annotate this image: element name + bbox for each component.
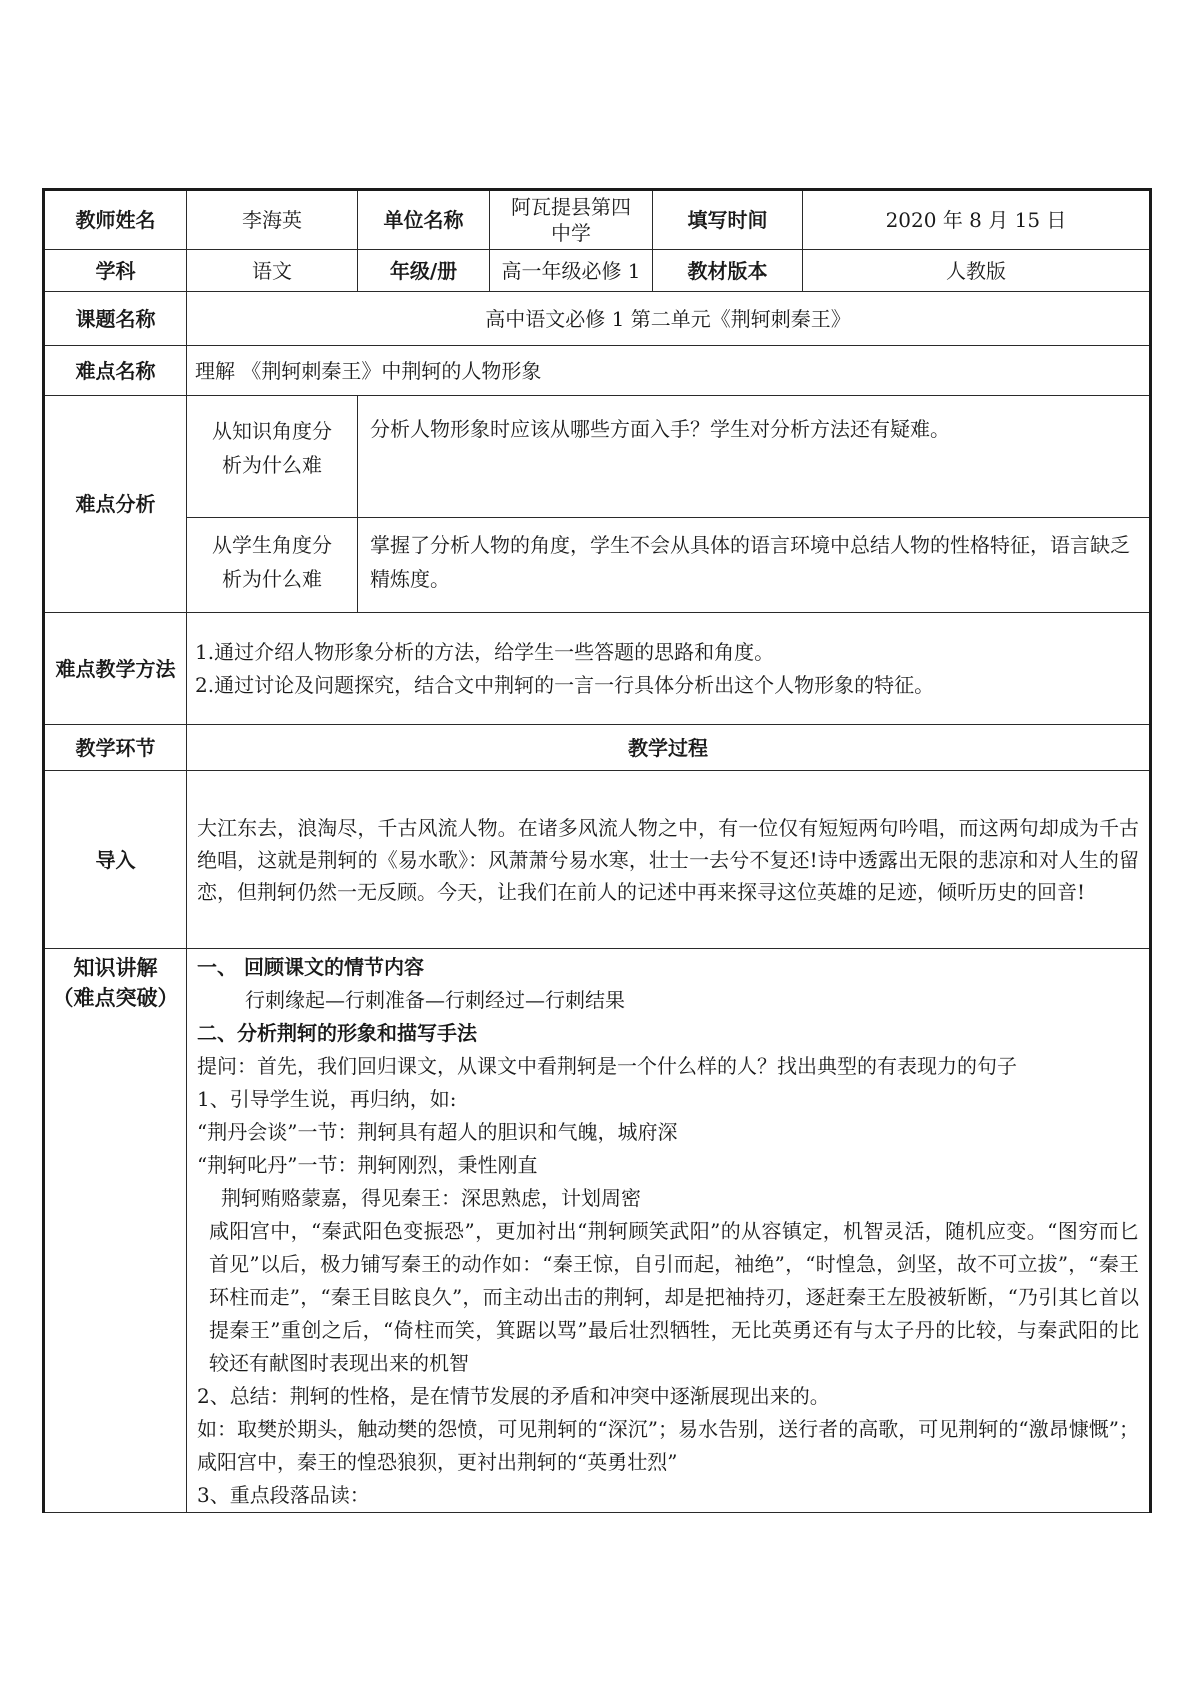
date-label: 填写时间 [653,190,803,250]
date-value: 2020 年 8 月 15 日 [803,190,1151,250]
lesson-sheet [42,188,1149,1528]
analysis-label: 难点分析 [44,396,187,613]
topic-value: 高中语文必修 1 第二单元《荆轲刺秦王》 [187,292,1151,346]
edition-label: 教材版本 [653,250,803,292]
knowledge-row [44,949,1151,1513]
teacher-value: 李海英 [187,190,358,250]
grade-value: 高一年级必修 1 [490,250,653,292]
process-header-row [44,725,1151,771]
subject-value: 语文 [187,250,358,292]
analysis-student-row [44,518,1151,613]
lesson-plan-table [42,188,1152,1513]
header-row-1 [44,190,1151,250]
knowledge-label-line-2: （难点突破） [52,986,179,1010]
question-text: 提问：首先，我们回归课文，从课文中看荆轲是一个什么样的人？找出典型的有表现力的句子 [197,1054,1017,1078]
header-row-2 [44,250,1151,292]
stage-header: 教学环节 [44,725,187,771]
plot-sequence: 行刺缘起—行刺准备—行刺经过—行刺结果 [245,988,625,1012]
knowledge-content [187,949,1151,1513]
student-angle-label: 从学生角度分析为什么难 [187,518,358,613]
intro-paragraph: 大江东去，浪淘尽，千古风流人物。在诸多风流人物之中，有一位仅有短短两句吟唱，而这两句却成为千古绝唱，这就是荆轲的《易水歌》：风萧萧兮易水寒，壮士一去兮不复还!诗中透露出无限的悲凉和对人生的留恋，但荆轲仍然一无反顾。今天，让我们在前人的记述中再来探寻这位英雄的足迹，倾听历史的回音! [197,815,1139,904]
edition-value: 人教版 [803,250,1151,292]
intro-label: 导入 [44,771,187,949]
knowledge-angle-value: 分析人物形象时应该从哪些方面入手？学生对分析方法还有疑难。 [358,396,1151,518]
knowledge-angle-label: 从知识角度分析为什么难 [187,396,358,518]
difficulty-value: 理解 《荆轲刺秦王》中荆轲的人物形象 [187,346,1151,396]
point-2: “荆轲叱丹”一节：荆轲刚烈，秉性刚直 [197,1153,538,1177]
method-line-2: 2.通过讨论及问题探究，结合文中荆轲的一言一行具体分析出这个人物形象的特征。 [195,672,935,697]
knowledge-label-line-1: 知识讲解 [73,956,158,980]
subject-label: 学科 [44,250,187,292]
analysis-knowledge-row [44,396,1151,518]
reading-heading: 3、重点段落品读： [197,1483,370,1507]
teacher-label: 教师姓名 [44,190,187,250]
process-header: 教学过程 [187,725,1151,771]
knowledge-label-cell [44,949,187,1513]
section-heading-1: 一、 回顾课文的情节内容 [197,955,424,979]
grade-label: 年级/册 [358,250,490,292]
intro-content [187,771,1151,949]
method-content [187,613,1151,725]
difficulty-label: 难点名称 [44,346,187,396]
unit-value: 阿瓦提县第四中学 [490,190,653,250]
unit-label: 单位名称 [358,190,490,250]
topic-label: 课题名称 [44,292,187,346]
topic-row [44,292,1151,346]
section-heading-2: 二、分析荆轲的形象和描写手法 [197,1021,477,1045]
point-3: 荆轲贿赂蒙嘉，得见秦王：深思熟虑，计划周密 [221,1186,641,1210]
intro-row [44,771,1151,949]
method-line-1: 1.通过介绍人物形象分析的方法，给学生一些答题的思路和角度。 [195,639,775,664]
student-angle-value: 掌握了分析人物的角度，学生不会从具体的语言环境中总结人物的性格特征，语言缺乏精炼度。 [358,518,1151,613]
point-4: 咸阳宫中，“秦武阳色变振恐”，更加衬出“荆轲顾笑武阳”的从容镇定，机智灵活，随机应变。“图穷而匕首见”以后，极力铺写秦王的动作如：“秦王惊，自引而起，袖绝”，“时惶急，剑坚，故不可立拔”，“秦王环柱而走”，“秦王目眩良久”，而主动出击的荆轲，却是把袖持刃，逐赶秦王左股被斩断，“乃引其匕首以提秦王”重创之后，“倚柱而笑，箕踞以骂”最后壮烈牺牲，无比英勇还有与太子丹的比较，与秦武阳的比较还有献图时表现出来的机智 [209,1219,1139,1375]
summary-text: 2、总结：荆轲的性格，是在情节发展的矛盾和冲突中逐渐展现出来的。 [197,1384,830,1408]
point-1: “荆丹会谈”一节：荆轲具有超人的胆识和气魄，城府深 [197,1120,678,1144]
example-text: 如：取樊於期头，触动樊的怨愤，可见荆轲的“深沉”；易水告别，送行者的高歌，可见荆轲的“激昂慷慨”；咸阳宫中，秦王的惶恐狼狈，更衬出荆轲的“英勇壮烈” [197,1417,1139,1474]
guide-text: 1、引导学生说，再归纳，如: [197,1087,457,1111]
method-label: 难点教学方法 [44,613,187,725]
difficulty-row [44,346,1151,396]
method-row [44,613,1151,725]
